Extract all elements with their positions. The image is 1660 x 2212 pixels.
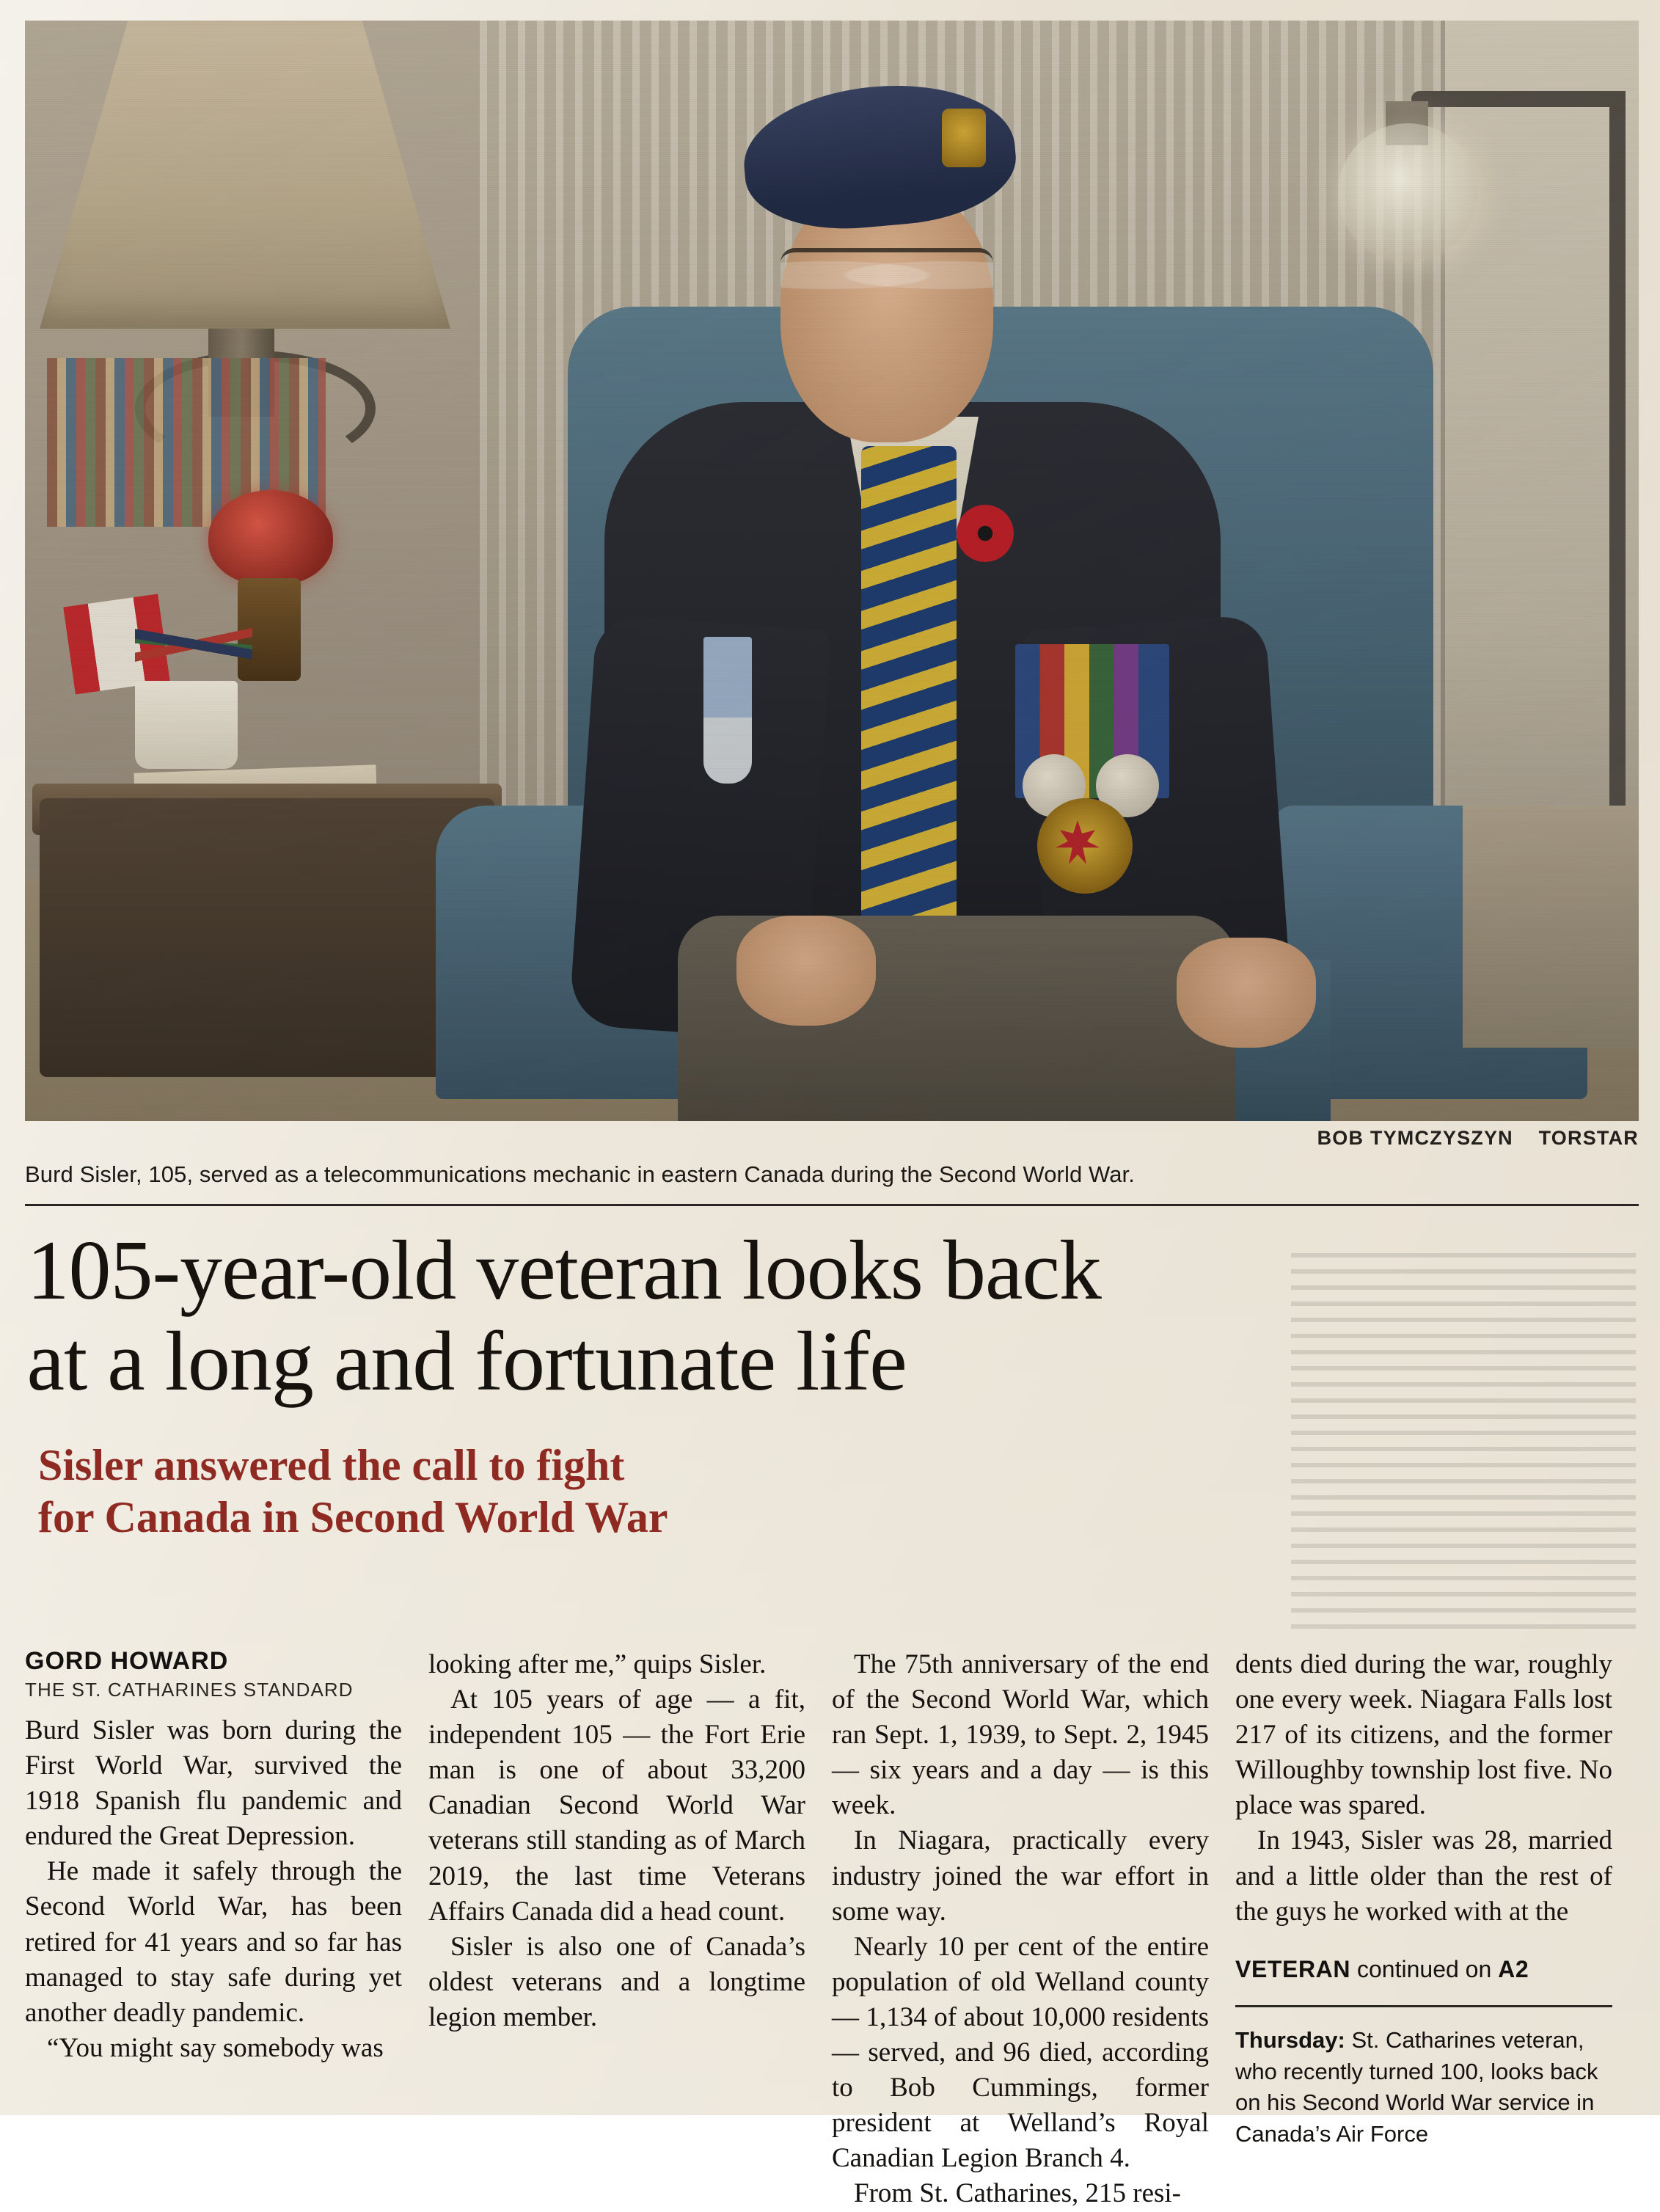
jump-text: continued on	[1350, 1955, 1499, 1982]
subhead	[38, 1439, 830, 1544]
paragraph: Sisler is also one of Canada’s oldest veterans and a longtime legion member.	[428, 1931, 805, 2032]
promo-box[interactable]	[1235, 2025, 1612, 2150]
column-4	[1235, 1647, 1639, 2212]
promo-divider	[1235, 2005, 1612, 2007]
paragraph: In Niagara, practically every industry joined the war effort in some way.	[832, 1825, 1209, 1927]
jump-line[interactable]	[1235, 1956, 1612, 1983]
photo-caption: Burd Sisler, 105, served as a telecommunications mechanic in eastern Canada during the Second World War.	[25, 1161, 1135, 1187]
subhead-line-1: Sisler answered the call to fight	[38, 1441, 625, 1490]
paragraph: The 75th anniversary of the end of the Second World War, which ran Sept. 1, 1939, to Sept. 2, 1945 — six years and a day — is this week.	[832, 1649, 1209, 1821]
headline	[27, 1225, 1634, 1407]
paragraph: At 105 years of age — a fit, independent 105 — the Fort Erie man is one of about 33,200 Canadian Second World War veterans still standing as of March 2019, the last time Veterans Affairs Canada did a head count.	[428, 1684, 805, 1927]
article-columns	[25, 1647, 1639, 2212]
jump-page: A2	[1498, 1955, 1529, 1982]
subhead-line-2: for Canada in Second World War	[38, 1493, 668, 1542]
photo-credit	[25, 1127, 1642, 1150]
paragraph: From St. Catharines, 215 resi-	[854, 2178, 1182, 2209]
promo-day: Thursday:	[1235, 2026, 1345, 2053]
photo-credit-photographer: BOB TYMCZYSZYN	[1317, 1127, 1513, 1149]
headline-line-1: 105-year-old veteran looks back	[26, 1224, 1101, 1318]
column-1	[25, 1647, 428, 2212]
headline-line-2: at a long and fortunate life	[26, 1315, 907, 1409]
paragraph: He made it safely through the Second World War, has been retired for 41 years and so far has managed to stay safe during yet another deadly pandemic.	[25, 1856, 402, 2028]
paragraph: Burd Sisler was born during the First World War, survived the 1918 Spanish flu pandemic and endured the Great Depression.	[25, 1715, 402, 1852]
paragraph: looking after me,” quips Sisler.	[428, 1649, 767, 1679]
caption-divider	[25, 1204, 1639, 1206]
promo-text: St. Catharines veteran, who recently turned 100, looks back on his Second World War service in Canada’s Air Force	[1235, 2026, 1598, 2147]
photo-credit-agency: TORSTAR	[1538, 1127, 1639, 1149]
paragraph: “You might say somebody was	[47, 2032, 384, 2063]
byline-author: GORD HOWARD	[25, 1647, 229, 1675]
photo-scene	[25, 21, 1639, 1121]
column-2	[428, 1647, 832, 2212]
newsprint-grain	[25, 21, 1639, 1121]
column-3	[832, 1647, 1235, 2212]
paragraph: Nearly 10 per cent of the entire population of old Welland county — 1,134 of about 10,000 residents — served, and 96 died, according to Bob Cummings, former president at Welland’s Royal Canadian Legion Branch 4.	[832, 1931, 1209, 2174]
article-photo	[25, 21, 1639, 1121]
byline-organization: THE ST. CATHARINES STANDARD	[25, 1679, 354, 1701]
jump-label: VETERAN	[1235, 1955, 1351, 1982]
paragraph: dents died during the war, roughly one every week. Niagara Falls lost 217 of its citizens, and the former Willoughby township lost five. No place was spared.	[1235, 1649, 1612, 1821]
paragraph: In 1943, Sisler was 28, married and a little older than the rest of the guys he worked with at the	[1235, 1825, 1612, 1927]
